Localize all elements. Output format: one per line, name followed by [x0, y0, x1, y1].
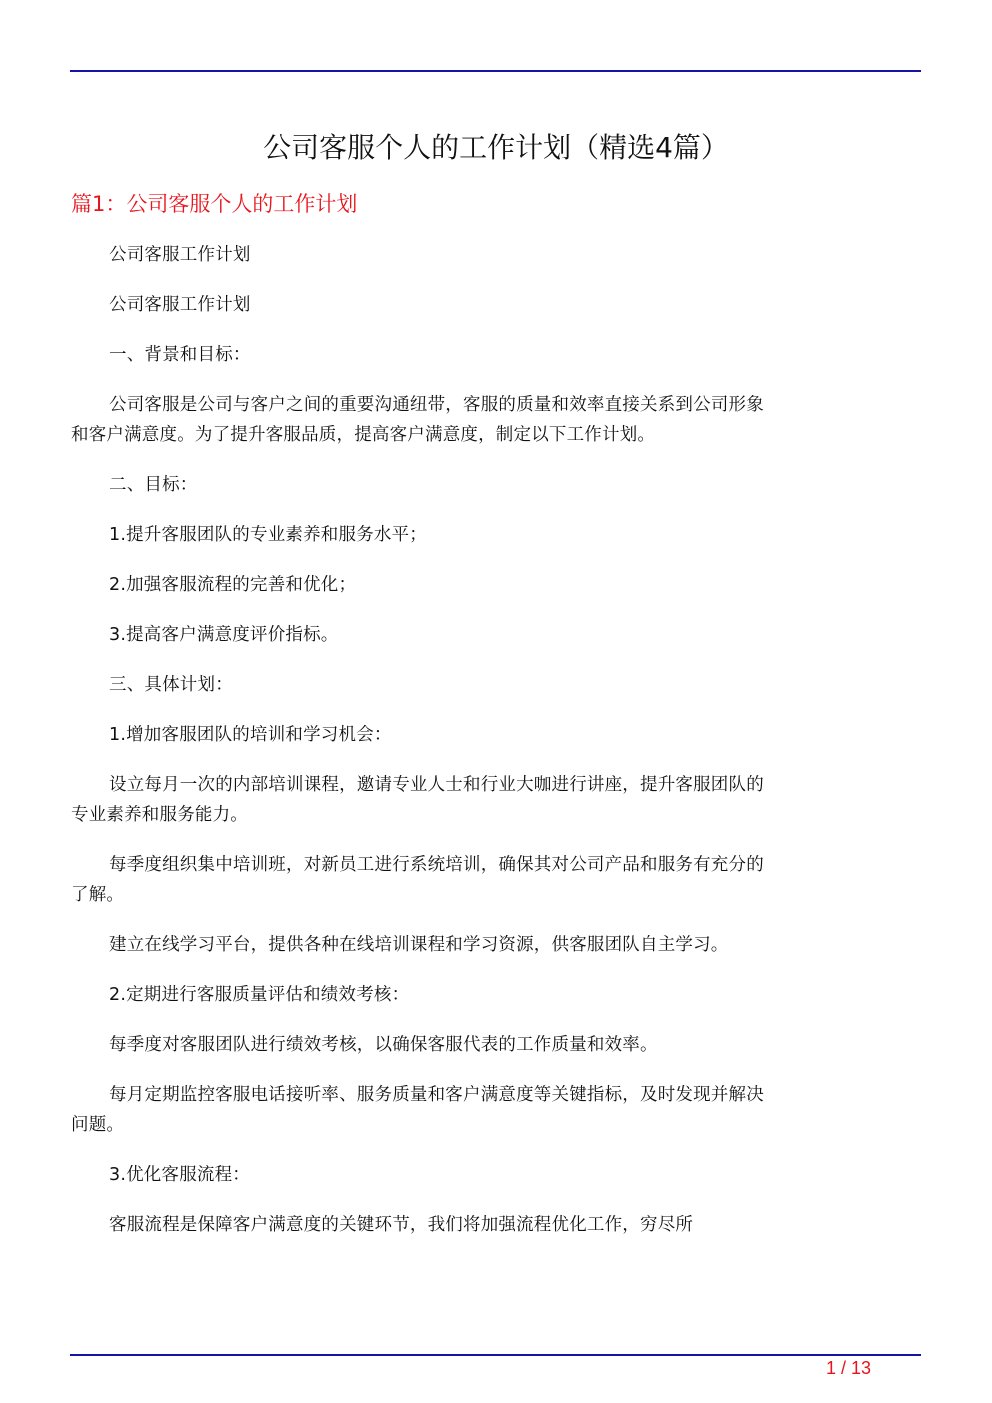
document-body — [71, 240, 771, 1260]
paragraph: 一、背景和目标： — [109, 345, 251, 365]
document-title: 公司客服个人的工作计划（精选4篇） — [263, 131, 729, 164]
paragraph: 1.提升客服团队的专业素养和服务水平； — [109, 525, 427, 545]
paragraph: 3.优化客服流程： — [109, 1165, 250, 1185]
section-heading: 篇1：公司客服个人的工作计划 — [71, 192, 358, 216]
paragraph: 客服流程是保障客户满意度的关键环节，我们将加强流程优化工作，穷尽所 — [109, 1215, 694, 1235]
paragraph: 三、具体计划： — [109, 675, 233, 695]
page-number: 1 / 13 — [826, 1358, 872, 1378]
paragraph: 设立每月一次的内部培训课程，邀请专业人士和行业大咖进行讲座，提升客服团队的专业素养和服务能力。 — [71, 775, 764, 825]
paragraph: 2.加强客服流程的完善和优化； — [109, 575, 357, 595]
paragraph: 公司客服工作计划 — [109, 295, 251, 315]
paragraph: 公司客服工作计划 — [109, 245, 251, 265]
paragraph: 二、目标： — [109, 475, 198, 495]
paragraph: 公司客服是公司与客户之间的重要沟通纽带，客服的质量和效率直接关系到公司形象和客户满意度。为了提升客服品质，提高客户满意度，制定以下工作计划。 — [71, 395, 764, 445]
header-rule — [70, 70, 921, 72]
paragraph: 2.定期进行客服质量评估和绩效考核： — [109, 985, 410, 1005]
paragraph: 3.提高客户满意度评价指标。 — [109, 625, 339, 645]
paragraph: 每季度组织集中培训班，对新员工进行系统培训，确保其对公司产品和服务有充分的了解。 — [71, 855, 764, 905]
paragraph: 每季度对客服团队进行绩效考核，以确保客服代表的工作质量和效率。 — [109, 1035, 658, 1055]
paragraph: 1.增加客服团队的培训和学习机会： — [109, 725, 392, 745]
footer-rule — [70, 1354, 921, 1356]
paragraph: 每月定期监控客服电话接听率、服务质量和客户满意度等关键指标，及时发现并解决问题。 — [71, 1085, 764, 1135]
paragraph: 建立在线学习平台，提供各种在线培训课程和学习资源，供客服团队自主学习。 — [109, 935, 729, 955]
